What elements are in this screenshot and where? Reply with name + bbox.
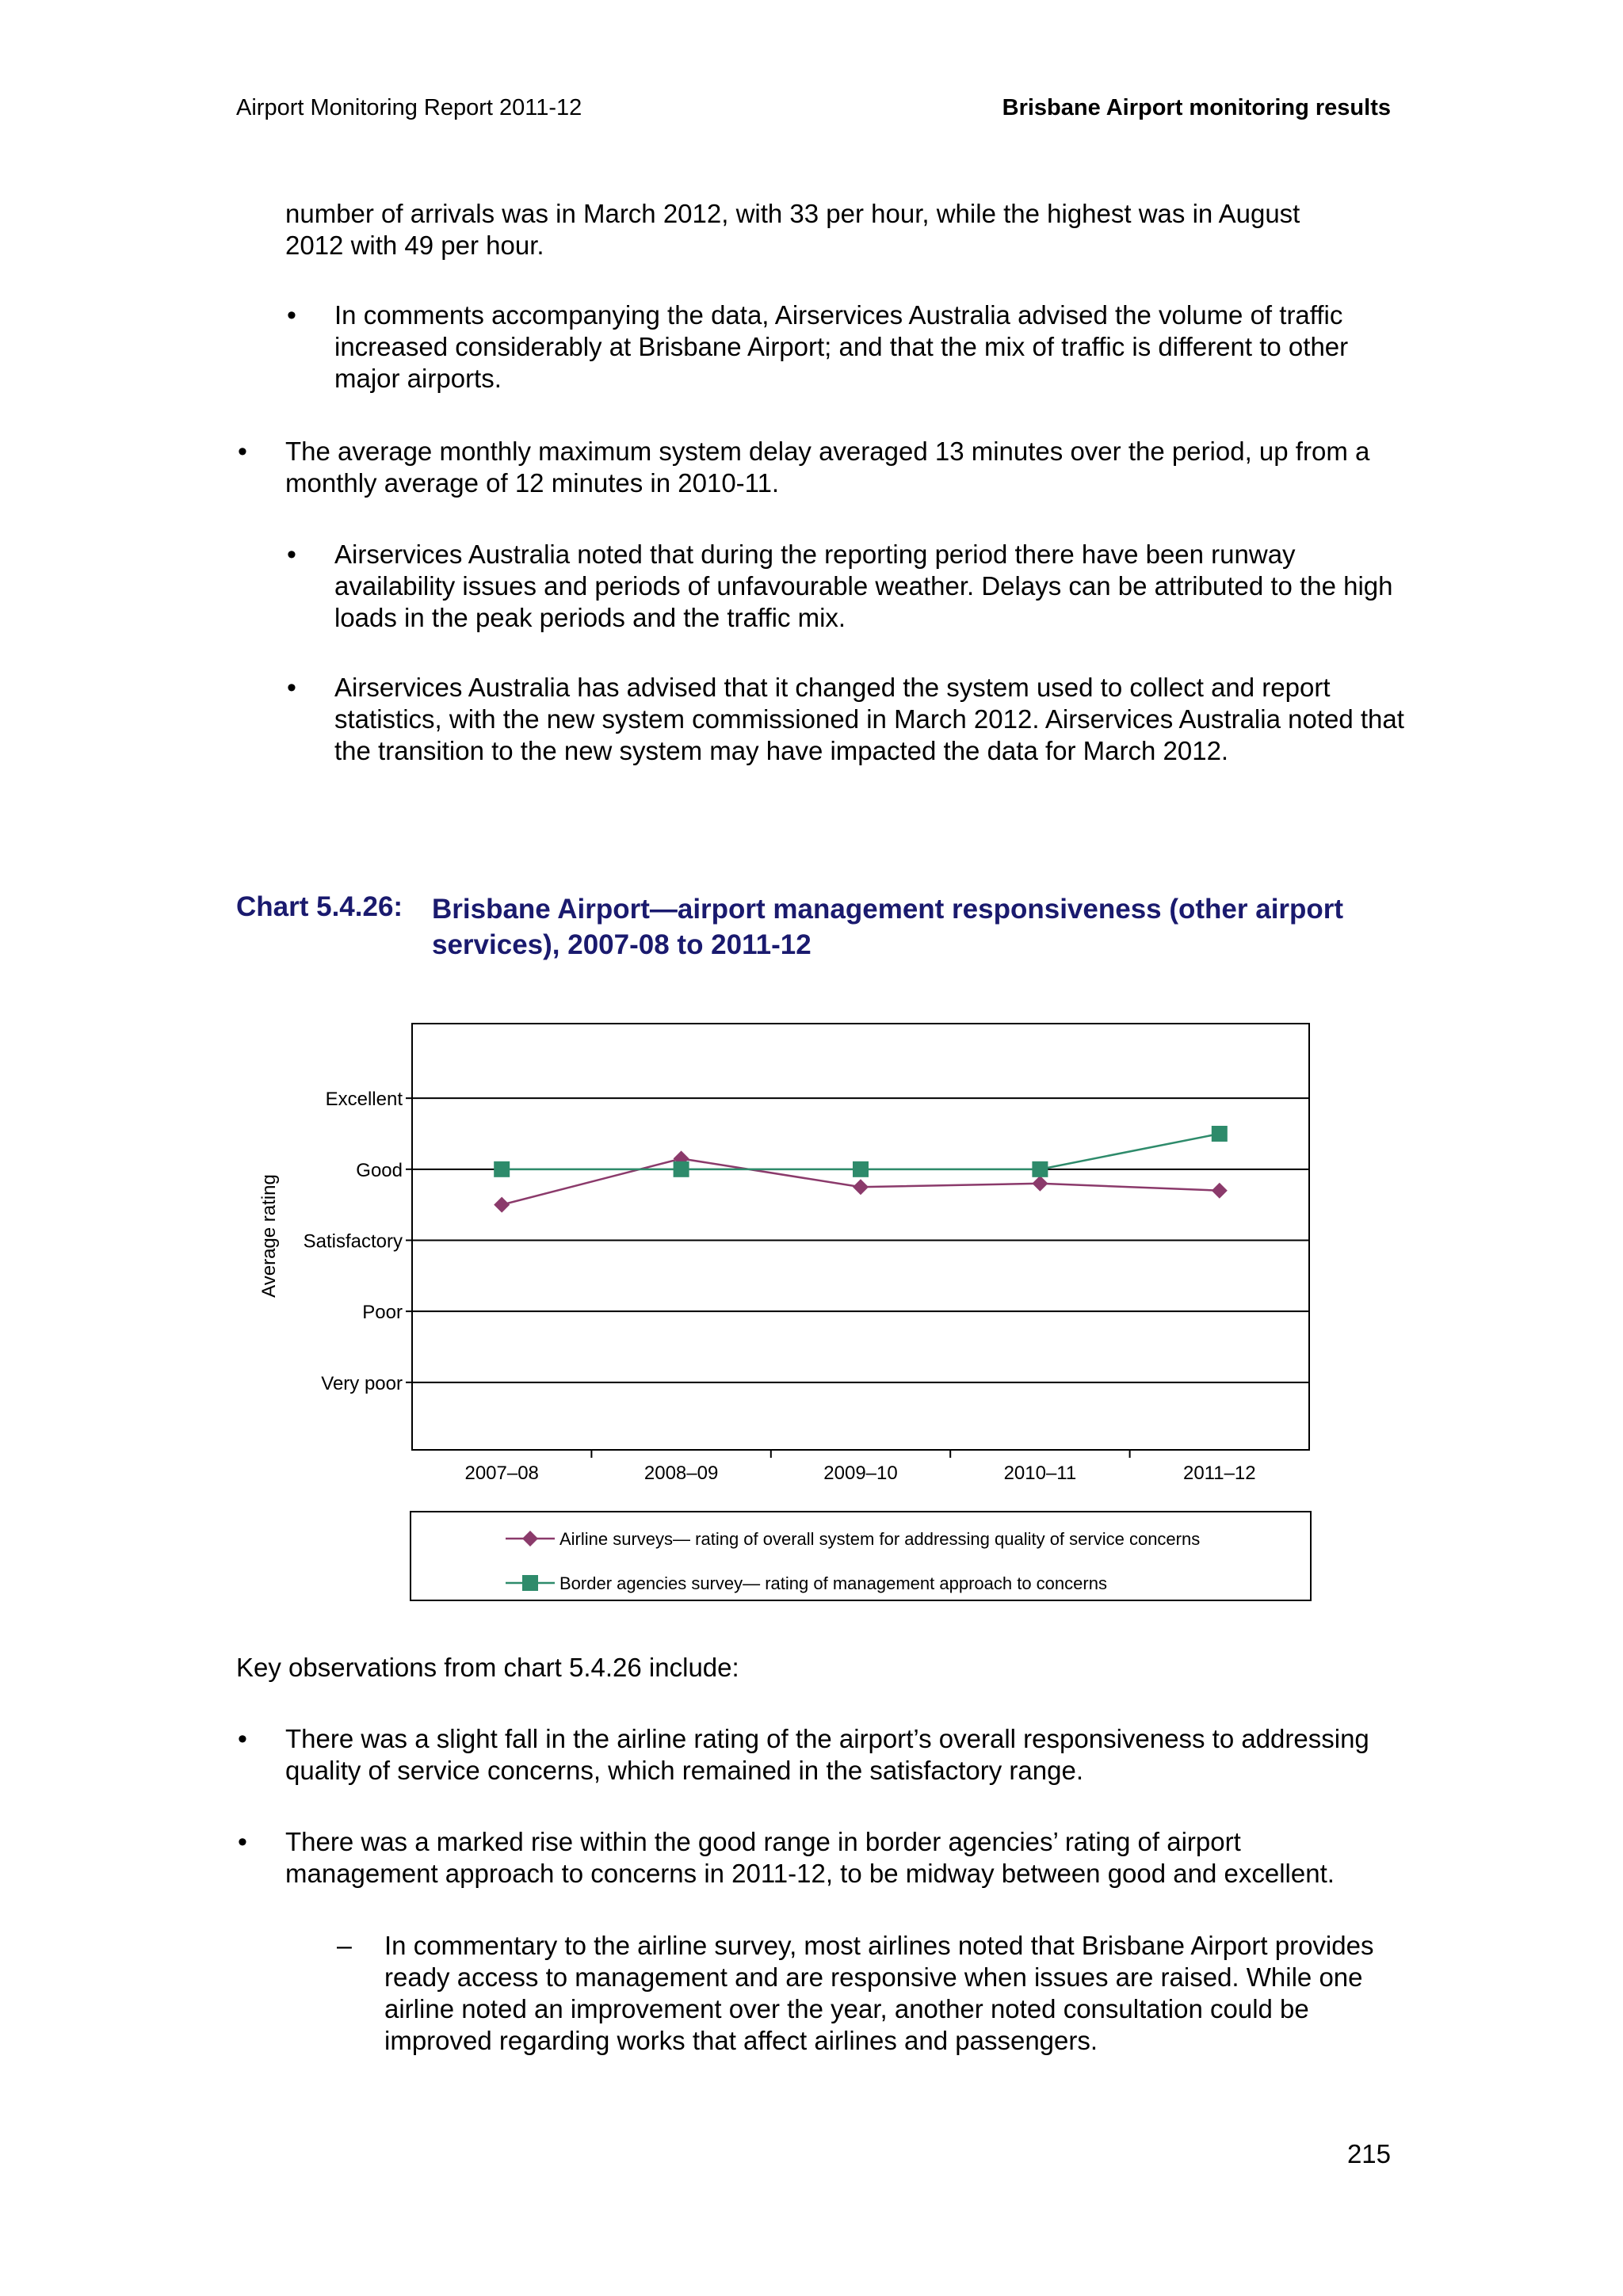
y-tick-label: Very poor bbox=[321, 1372, 403, 1394]
bullet-icon: • bbox=[238, 1724, 247, 1754]
observations-intro: Key observations from chart 5.4.26 include: bbox=[236, 1653, 739, 1682]
x-tick-label: 2009–10 bbox=[823, 1463, 898, 1484]
chart-title: Brisbane Airport—airport management responsiveness (other airport services), 2007-08 to 2011-12 bbox=[432, 894, 1344, 960]
header-section-title: Brisbane Airport monitoring results bbox=[1002, 95, 1391, 120]
y-tick-label: Good bbox=[356, 1159, 403, 1181]
bullet-icon: • bbox=[287, 540, 296, 570]
data-point-square bbox=[494, 1161, 510, 1177]
bullet-runway-issues: Airservices Australia noted that during the reporting period there have been runway availability issues and periods of unfavourable weather. Delays can be attributed to the high loads in the peak periods and the traffic mix. bbox=[334, 540, 1393, 632]
data-point-square bbox=[1212, 1126, 1228, 1142]
header-report-title: Airport Monitoring Report 2011-12 bbox=[236, 95, 582, 120]
x-tick-label: 2008–09 bbox=[643, 1463, 719, 1484]
observation-commentary: In commentary to the airline survey, most airlines noted that Brisbane Airport provides ready access to management and are responsive when issues are raised. While one airline noted an improvement over the year, another noted consultation could be improved regarding works that affect airlines and passengers. bbox=[384, 1931, 1374, 2055]
legend-label: Border agencies survey— rating of management approach to concerns bbox=[559, 1573, 1107, 1593]
chart-label: Chart 5.4.26: bbox=[236, 891, 403, 922]
paragraph-arrivals: number of arrivals was in March 2012, with 33 per hour, while the highest was in August 2012 with 49 per hour. bbox=[285, 199, 1300, 260]
observation-border-rating: There was a marked rise within the good range in border agencies’ rating of airport management approach to concerns in 2011-12, to be midway between good and excellent. bbox=[285, 1827, 1335, 1888]
bullet-system-change: Airservices Australia has advised that it changed the system used to collect and report statistics, with the new system commissioned in March 2012. Airservices Australia noted that the transition to the new system may have impacted the data for March 2012. bbox=[334, 673, 1404, 765]
bullet-traffic-comments: In comments accompanying the data, Airservices Australia advised the volume of traffic increased considerably at Brisbane Airport; and that the mix of traffic is different to other major airports. bbox=[334, 300, 1349, 393]
data-point-square bbox=[1032, 1161, 1048, 1177]
plot-area bbox=[412, 1024, 1309, 1450]
data-point-square bbox=[674, 1161, 689, 1177]
x-tick-label: 2007–08 bbox=[464, 1463, 539, 1484]
y-tick-label: Poor bbox=[362, 1302, 403, 1324]
x-tick-label: 2010–11 bbox=[1003, 1463, 1077, 1484]
page-number: 215 bbox=[1346, 2139, 1391, 2168]
observation-airline-rating: There was a slight fall in the airline rating of the airport’s overall responsiveness to addressing quality of service concerns, which remained in the satisfactory range. bbox=[285, 1724, 1369, 1785]
y-tick-label: Excellent bbox=[325, 1089, 403, 1111]
bullet-icon: • bbox=[238, 437, 247, 467]
legend-label: Airline surveys— rating of overall system for addressing quality of service concerns bbox=[559, 1529, 1201, 1549]
y-axis-label: Average rating bbox=[258, 1174, 280, 1298]
bullet-icon: • bbox=[287, 300, 296, 330]
data-point-square bbox=[853, 1161, 869, 1177]
y-tick-label: Satisfactory bbox=[303, 1230, 403, 1253]
bullet-icon: • bbox=[238, 1827, 247, 1857]
bullet-system-delay: The average monthly maximum system delay averaged 13 minutes over the period, up from a monthly average of 12 minutes in 2010-11. bbox=[285, 437, 1370, 498]
bullet-icon: • bbox=[287, 673, 296, 703]
x-tick-label: 2011–12 bbox=[1182, 1463, 1256, 1484]
dash-icon: – bbox=[337, 1931, 352, 1961]
legend-marker-square bbox=[522, 1575, 538, 1591]
